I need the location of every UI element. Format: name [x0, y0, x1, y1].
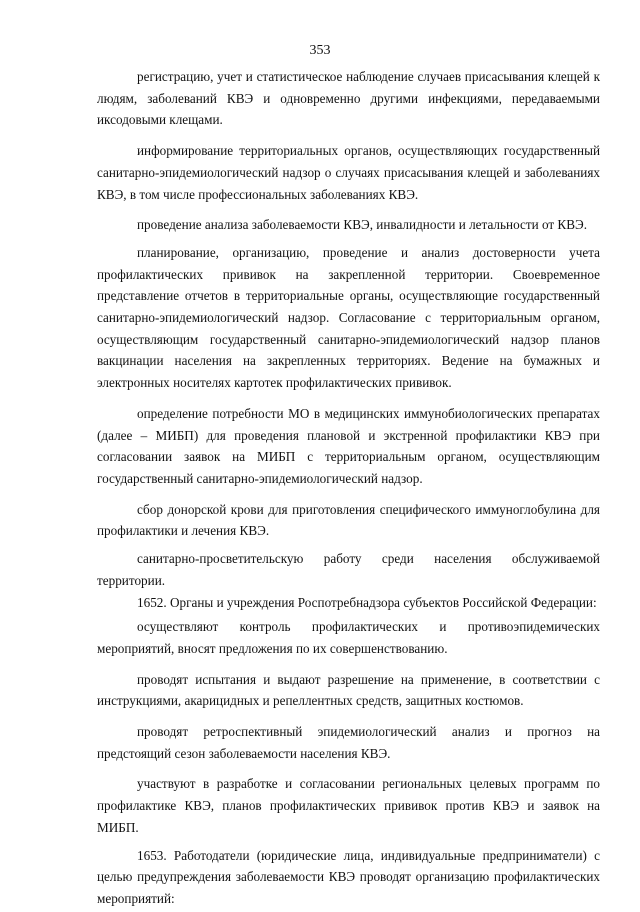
paragraph: участвуют в разработке и согласовании региональных целевых программ по профилактике КВЭ, планов профилактических прививок против КВЭ и заявок на МИБП.: [97, 776, 600, 835]
paragraph: проводят ретроспективный эпидемиологический анализ и прогноз на предстоящий сезон заболеваемости населения КВЭ.: [97, 723, 600, 761]
paragraph: проводят испытания и выдают разрешение на применение, в соответствии с инструкциями, акарицидных и репеллентных средств, защитных костюмов.: [97, 671, 600, 709]
paragraph: регистрацию, учет и статистическое наблюдение случаев присасывания клещей к людям, заболеваний КВЭ и одновременно другими инфекциями, передаваемыми иксодовыми клещами.: [97, 69, 600, 128]
paragraph: санитарно-просветительскую работу среди населения обслуживаемой территории.: [97, 551, 600, 588]
paragraph: 1652. Органы и учреждения Роспотребнадзора субъектов Российской Федерации:: [137, 595, 597, 611]
paragraph: информирование территориальных органов, осуществляющих государственный санитарно-эпидемиологический надзор о случаях присасывания клещей и заболеваниях КВЭ, в том числе профессиональных заболеваниях КВЭ.: [97, 143, 600, 202]
page-number: 353: [309, 43, 331, 58]
paragraph: 1653. Работодатели (юридические лица, индивидуальные предприниматели) с целью предупреждения заболеваемости КВЭ проводят организацию профилактических мероприятий:: [97, 847, 600, 906]
document-body: [97, 66, 600, 912]
paragraph: сбор донорской крови для приготовления специфического иммуноглобулина для профилактики и лечения КВЭ.: [97, 501, 600, 539]
paragraph: планирование, организацию, проведение и анализ достоверности учета профилактических прививок на закрепленной территории. Своевременное представление отчетов в территориальные органы, осуществляющие государственный санитарно-эпидемиологический надзор. Согласование с территориальным органом, осуществляющим государственный санитарно-эпидемиологический надзор планов вакцинации населения на закрепленных территориях. Ведение на бумажных и электронных носителях картотек профилактических прививок.: [97, 244, 600, 391]
paragraph: определение потребности МО в медицинских иммунобиологических препаратах (далее – МИБП) для проведения плановой и экстренной профилактики КВЭ при согласовании заявок на МИБП с территориальным органом, осуществляющим государственный санитарно-эпидемиологический надзор.: [97, 405, 600, 486]
paragraph: осуществляют контроль профилактических и противоэпидемических мероприятий, вносят предложения по их совершенствованию.: [97, 619, 600, 656]
paragraph: проведение анализа заболеваемости КВЭ, инвалидности и летальности от КВЭ.: [137, 217, 588, 233]
